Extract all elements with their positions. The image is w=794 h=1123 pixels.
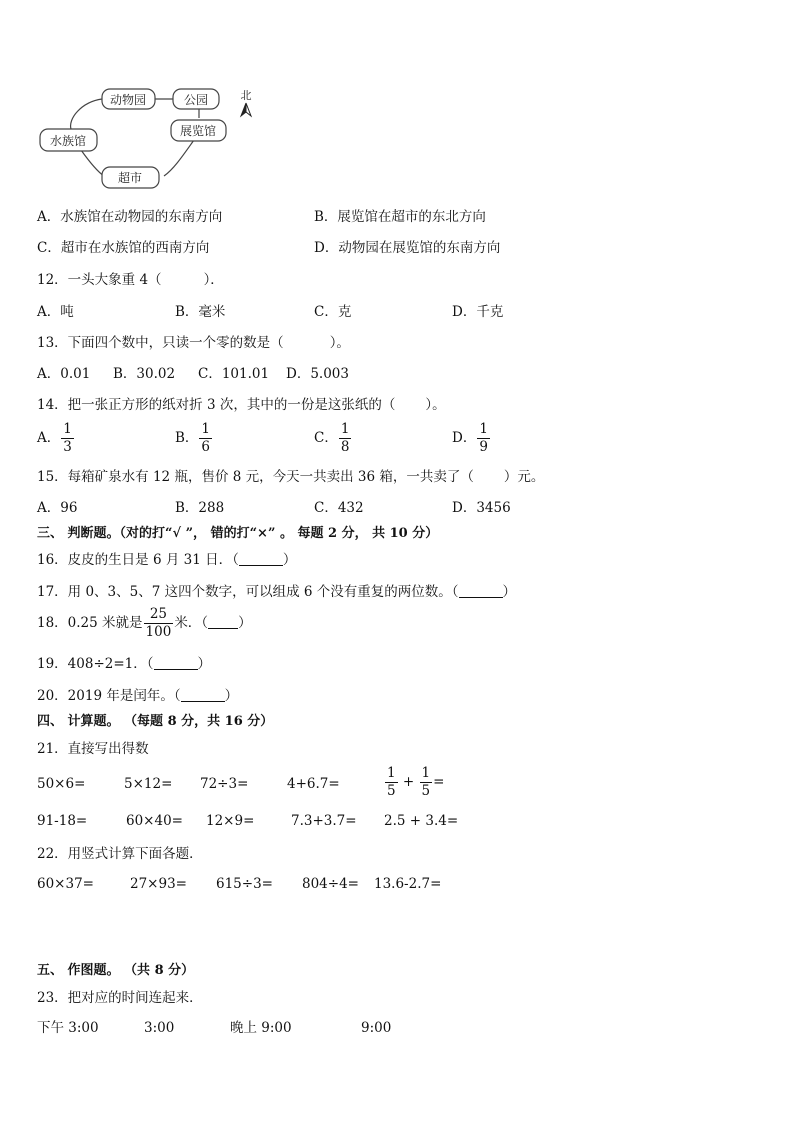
q18: 18．0.25 米就是 $\frac{25}{100}$ 米．（ ） [37,606,252,640]
q23-item: 下午 3:00 [37,1020,99,1036]
q15-option-d: D．3456 [452,500,511,516]
section-4-heading: 四、 计算题。 （每题 8 分，共 16 分） [37,714,274,729]
q13-stem: 13．下面四个数中，只读一个零的数是（ ）。 [37,335,350,351]
q21-item: 5×12= [124,776,173,792]
q22-item: 27×93= [130,876,187,892]
q22-title: 22．用竖式计算下面各题． [37,846,203,862]
q11-option-b: B．展览馆在超市的东北方向 [314,209,486,225]
q14-option-d: D． $\frac{1}{9}$ [452,421,488,455]
q11-option-a: A．水族馆在动物园的东南方向 [37,209,223,225]
q12-option-b: B．毫米 [175,304,226,320]
q14-stem: 14．把一张正方形的纸对折 3 次，其中的一份是这张纸的（ ）。 [37,397,446,413]
q21-item: 7.3+3.7= [291,813,357,829]
map-label-exhibition: 展览馆 [179,124,217,138]
q15-option-a: A．96 [37,500,78,516]
q14-option-b: B． $\frac{1}{6}$ [175,421,211,455]
section-3-heading: 三、 判断题。（对的打“√ ”， 错的打“×” 。 每题 2 分， 共 10 分） [37,526,439,541]
q11-option-d: D．动物园在展览馆的东南方向 [314,240,501,256]
map-label-aquarium: 水族馆 [49,134,87,148]
q22-item: 60×37= [37,876,94,892]
q21-item: 50×6= [37,776,86,792]
q16: 16．皮皮的生日是 6 月 31 日．（ ） [37,552,297,568]
q12-option-d: D．千克 [452,304,504,320]
q21-item: 72÷3= [200,776,249,792]
section-5-heading: 五、 作图题。 （共 8 分） [37,963,195,978]
q22-item: 615÷3= [216,876,273,892]
q14-option-c: C． $\frac{1}{8}$ [314,421,350,455]
q21-fraction-sum: $\frac{1}{5}$ + $\frac{1}{5}$ = [387,765,445,799]
q21-item: 60×40= [126,813,183,829]
direction-map [36,84,266,194]
q23-title: 23．把对应的时间连起来． [37,990,203,1006]
q15-option-c: C．432 [314,500,364,516]
q13-option-b: B．30.02 [113,366,176,382]
q12-option-a: A．吨 [37,304,74,320]
q12-option-c: C．克 [314,304,352,320]
q20: 20．2019 年是闰年。（ ） [37,688,239,704]
map-label-zoo: 动物园 [109,93,147,107]
q17: 17．用 0、3、5、7 这四个数字，可以组成 6 个没有重复的两位数。（ ） [37,584,517,600]
q21-item: 91-18= [37,813,88,829]
q23-item: 3:00 [144,1020,175,1036]
q11-option-c: C．超市在水族馆的西南方向 [37,240,210,256]
q22-item: 13.6-2.7= [374,876,442,892]
q23-item: 晚上 9:00 [230,1020,292,1036]
q23-item: 9:00 [361,1020,392,1036]
q21-item: 12×9= [206,813,255,829]
q12-stem: 12．一头大象重 4（ ）． [37,272,224,288]
map-label-park: 公园 [183,93,209,107]
q19: 19．408÷2=1．（ ） [37,656,211,672]
q15-option-b: B．288 [175,500,225,516]
q15-stem: 15．每箱矿泉水有 12 瓶，售价 8 元，今天一共卖出 36 箱，一共卖了（ ）元。 [37,469,545,485]
q14-option-a: A． $\frac{1}{3}$ [37,421,72,455]
q13-option-c: C．101.01 [198,366,270,382]
q21-item: 4+6.7= [287,776,340,792]
q13-option-d: D．5.003 [286,366,349,382]
north-arrow-icon [241,103,246,116]
q21-item: 2.5 + 3.4= [384,813,459,829]
q21-title: 21．直接写出得数 [37,741,149,757]
q22-item: 804÷4= [302,876,359,892]
q13-option-a: A．0.01 [37,366,91,382]
map-label-market: 超市 [117,171,143,185]
north-label: 北 [240,89,252,102]
